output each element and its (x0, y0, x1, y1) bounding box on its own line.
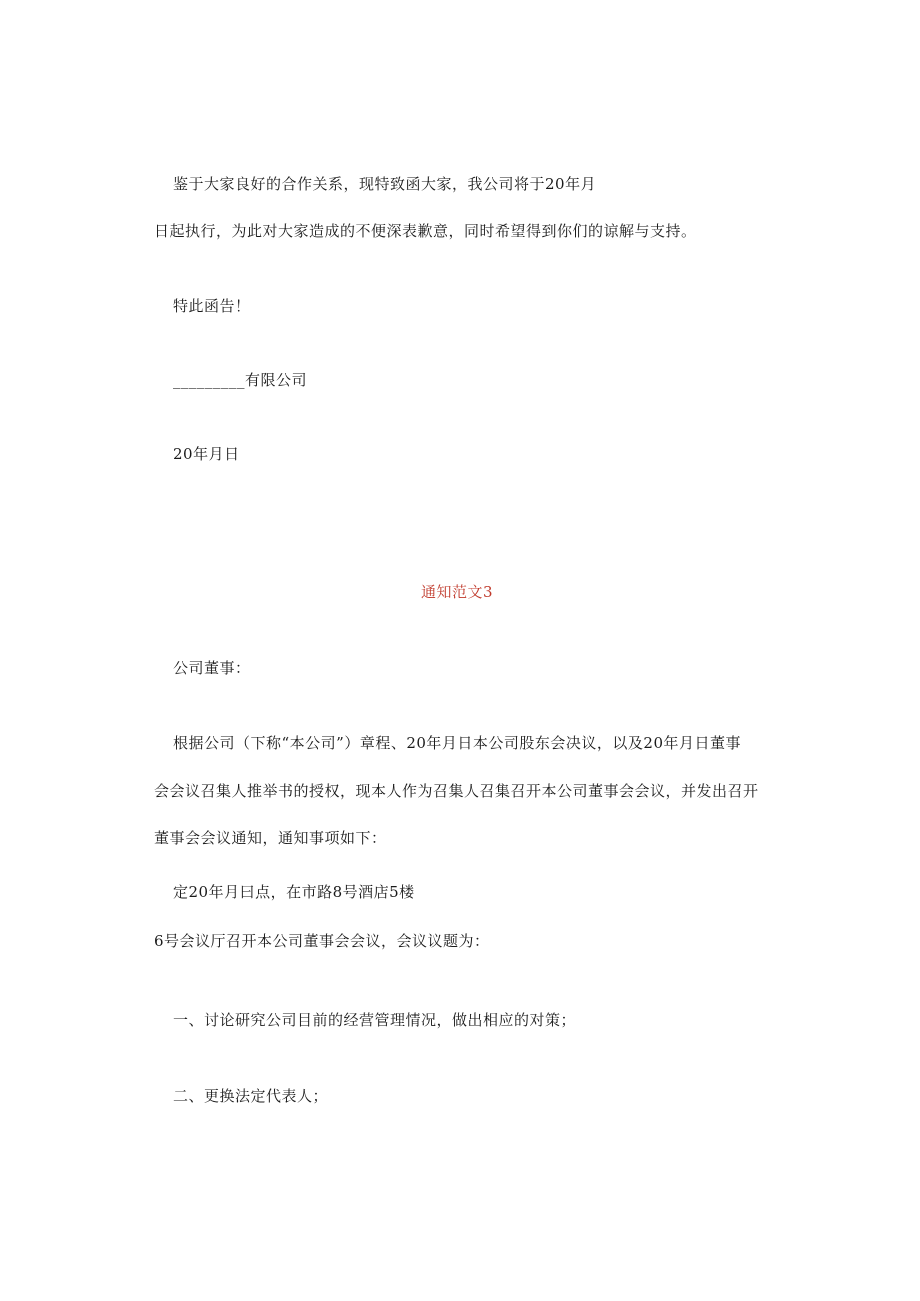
agenda-item-2: 二、更换法定代表人； (173, 1087, 329, 1105)
notice-para1-line-3: 董事会会议通知，通知事项如下： (154, 829, 387, 847)
notice-para2-line-1: 定20年月曰点，在市路8号酒店5楼 (173, 883, 415, 901)
notice-para1-line-2: 会会议召集人推举书的授权，现本人作为召集人召集召开本公司董事会会议，并发出召开 (154, 782, 759, 800)
notice-para2-line-2: 6号会议厅召开本公司董事会会议，会议议题为： (154, 932, 490, 950)
letter-company-signature: _________有限公司 (173, 371, 308, 389)
notice-salutation: 公司董事： (173, 659, 251, 677)
letter-body-line-1: 鉴于大家良好的合作关系，现特致函大家，我公司将于20年月 (173, 175, 597, 193)
notice-para1-line-1: 根据公司（下称“本公司”）章程、20年月日本公司股东会决议，以及20年月日董事 (173, 734, 742, 752)
notice-title: 通知范文3 (421, 583, 494, 601)
agenda-item-1: 一、讨论研究公司目前的经营管理情况，做出相应的对策； (173, 1011, 577, 1029)
letter-date: 20年月日 (173, 445, 240, 463)
letter-body-line-2: 日起执行，为此对大家造成的不便深表歉意，同时希望得到你们的谅解与支持。 (154, 222, 697, 240)
letter-closing: 特此函告！ (173, 297, 251, 315)
